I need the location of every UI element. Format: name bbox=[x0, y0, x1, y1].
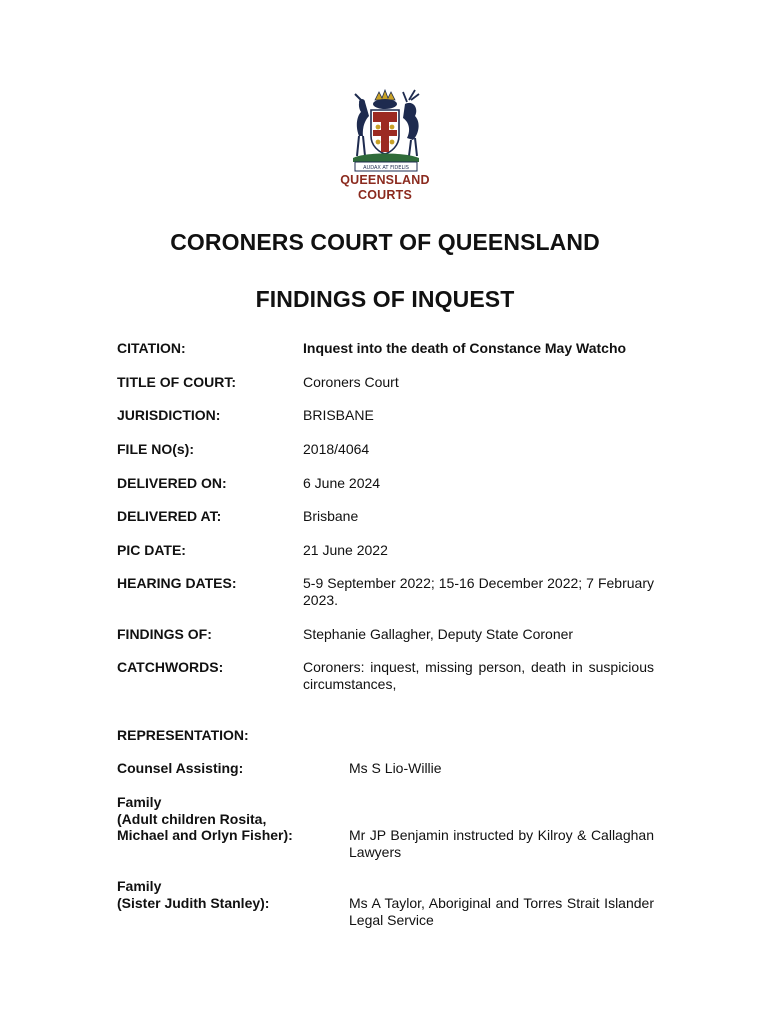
delivered-at-value: Brisbane bbox=[303, 508, 359, 524]
family2-label-line2: (Sister Judith Stanley): bbox=[117, 895, 270, 911]
hearing-dates-value: 5-9 September 2022; 15-16 December 2022; 7 February 2023. bbox=[303, 575, 654, 608]
delivered-at-label: DELIVERED AT: bbox=[117, 508, 222, 524]
title-of-court-value: Coroners Court bbox=[303, 374, 399, 390]
jurisdiction-value: BRISBANE bbox=[303, 407, 374, 423]
family1-label-line2: (Adult children Rosita, bbox=[117, 811, 267, 827]
family2-representative: Ms A Taylor, Aboriginal and Torres Strait Islander Legal Service bbox=[349, 895, 654, 928]
family1-representative: Mr JP Benjamin instructed by Kilroy & Callaghan Lawyers bbox=[349, 827, 654, 860]
crest-name-line2: COURTS bbox=[358, 188, 412, 202]
family2-label-line1: Family bbox=[117, 878, 162, 894]
crest-name-line1: QUEENSLAND bbox=[340, 173, 430, 187]
jurisdiction-label: JURISDICTION: bbox=[117, 407, 221, 423]
catchwords-label: CATCHWORDS: bbox=[117, 659, 224, 675]
counsel-assisting-value: Ms S Lio-Willie bbox=[349, 760, 442, 776]
title-of-court-label: TITLE OF COURT: bbox=[117, 374, 236, 390]
pic-date-value: 21 June 2022 bbox=[303, 542, 388, 558]
catchwords-value: Coroners: inquest, missing person, death in suspicious circumstances, bbox=[303, 659, 654, 692]
family1-label-line3: Michael and Orlyn Fisher): bbox=[117, 827, 293, 843]
svg-text:AUDAX AT FIDELIS: AUDAX AT FIDELIS bbox=[363, 165, 409, 171]
pic-date-label: PIC DATE: bbox=[117, 542, 186, 558]
counsel-assisting-label: Counsel Assisting: bbox=[117, 760, 244, 776]
findings-of-label: FINDINGS OF: bbox=[117, 626, 212, 642]
citation-value: Inquest into the death of Constance May Watcho bbox=[303, 340, 627, 356]
citation-label: CITATION: bbox=[117, 340, 186, 356]
family1-label-line1: Family bbox=[117, 794, 162, 810]
court-title: CORONERS COURT OF QUEENSLAND bbox=[170, 229, 600, 255]
hearing-dates-label: HEARING DATES: bbox=[117, 575, 237, 591]
findings-of-value: Stephanie Gallagher, Deputy State Coroner bbox=[303, 626, 574, 642]
document-title: FINDINGS OF INQUEST bbox=[255, 286, 515, 312]
file-no-label: FILE NO(s): bbox=[117, 441, 194, 457]
queensland-coat-of-arms-logo bbox=[335, 86, 435, 174]
delivered-on-label: DELIVERED ON: bbox=[117, 475, 227, 491]
file-no-value: 2018/4064 bbox=[303, 441, 370, 457]
representation-heading: REPRESENTATION: bbox=[117, 727, 249, 743]
delivered-on-value: 6 June 2024 bbox=[303, 475, 381, 491]
